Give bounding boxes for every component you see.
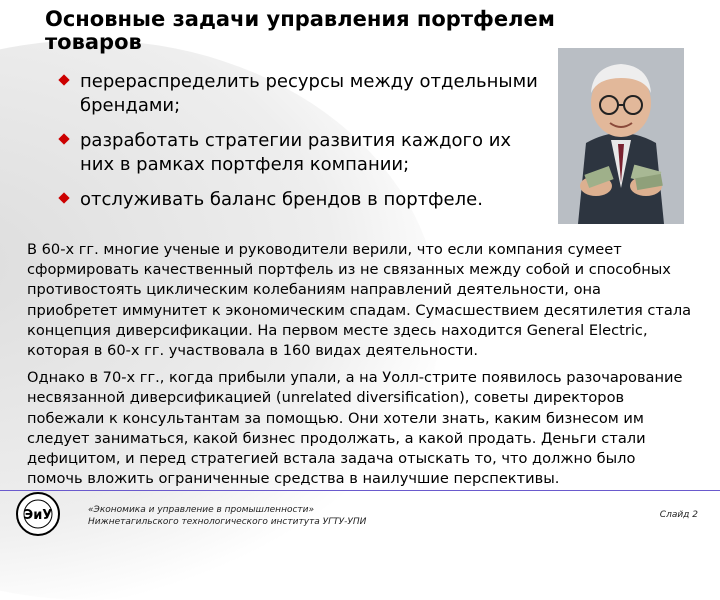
footer-line2: Нижнетагильского технологического института УГТУ-УПИ xyxy=(88,517,367,527)
bullet-item xyxy=(60,129,540,177)
bullet-text: разработать стратегии развития каждого их них в рамках портфеля компании; xyxy=(80,130,512,175)
bullet-list xyxy=(60,70,540,223)
logo-text: ЭиУ xyxy=(23,508,53,523)
slide-number: Слайд 2 xyxy=(659,510,698,520)
bullet-item xyxy=(60,188,540,212)
institute-logo xyxy=(14,492,62,536)
slide-title: Основные задачи управления портфелем товаров xyxy=(45,7,555,54)
paragraph: Однако в 70-х гг., когда прибыли упали, а на Уолл-стрите появилось разочарование несвязанной диверсификацией (unrelated diversification), советы директоров побежали к консультантам за помощью. Они хотели знать, каким бизнесом им следует заниматься, какой бизнес продолжать, а какой продать. Деньги стали дефицитом, и перед стратегией встала задача отыскать то, что должно было помочь вложить ограниченные средства в наилучшие перспективы. xyxy=(27,369,683,488)
bullet-text: отслуживать баланс брендов в портфеле. xyxy=(80,189,483,210)
diamond-bullet-icon xyxy=(58,74,69,85)
businessman-with-money-photo xyxy=(558,48,684,224)
bullet-text: перераспределить ресурсы между отдельными брендами; xyxy=(80,71,538,116)
paragraph: В 60-х гг. многие ученые и руководители верили, что если компания сумеет сформировать качественный портфель из не связанных между собой и способных противостоять циклическим колебаниям направлений деятельности, она приобретет иммунитет к экономическим спадам. Сумасшествием десятилетия стала концепция диверсификации. На первом месте здесь находится General Electric, которая в 60-х гг. участвовала в 160 видах деятельности. xyxy=(27,241,692,360)
diamond-bullet-icon xyxy=(58,192,69,203)
footer-text xyxy=(88,504,366,528)
body-text xyxy=(27,240,692,496)
footer-line1: «Экономика и управление в промышленности» xyxy=(88,505,315,515)
bullet-item xyxy=(60,70,540,118)
footer-divider xyxy=(0,490,720,491)
diamond-bullet-icon xyxy=(58,133,69,144)
